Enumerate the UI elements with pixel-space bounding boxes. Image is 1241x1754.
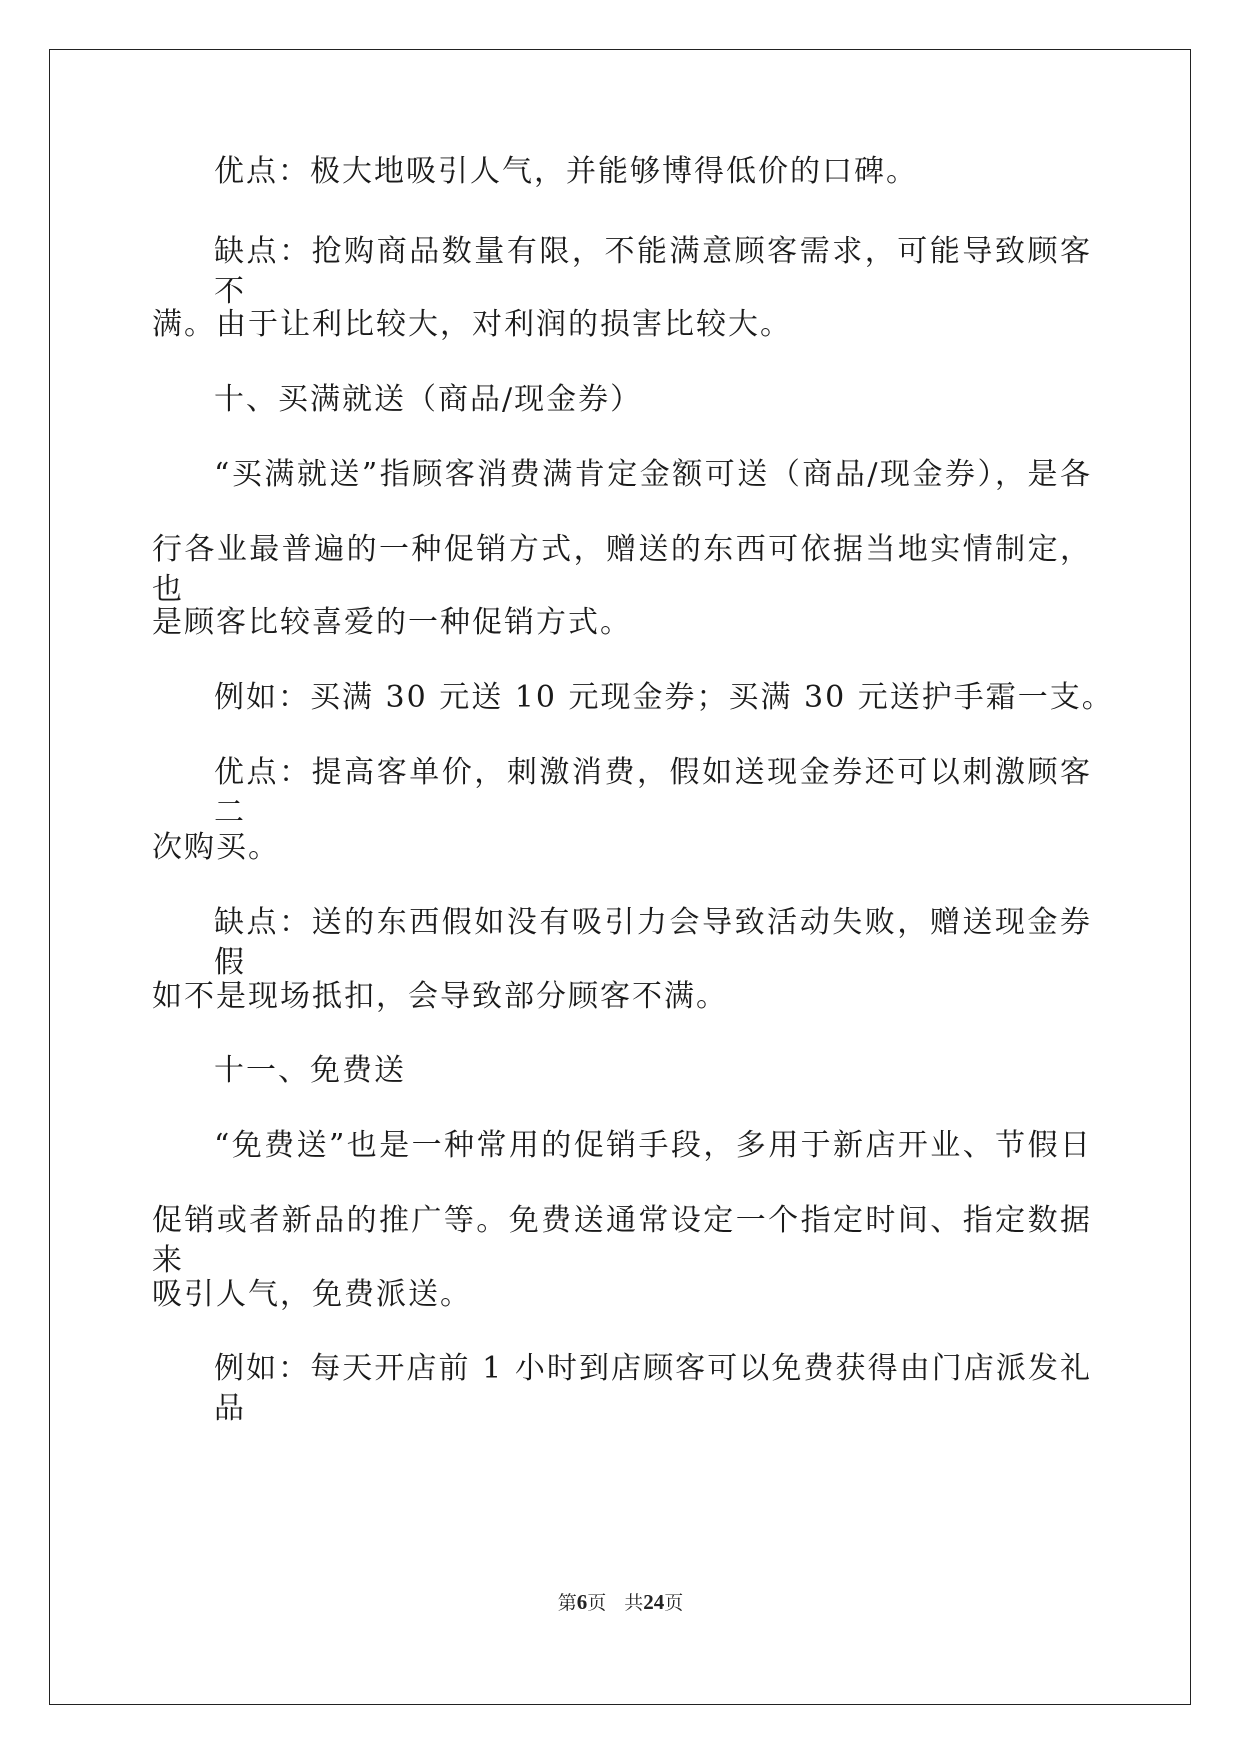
paragraph-line: 缺点：送的东西假如没有吸引力会导致活动失败，赠送现金券假 [214, 905, 1092, 980]
page-footer [0, 1590, 1241, 1615]
footer-total-pages: 24 [643, 1590, 665, 1614]
footer-page-suffix: 页 [587, 1592, 607, 1614]
footer-total-suffix: 页 [664, 1592, 684, 1614]
paragraph-line: 是顾客比较喜爱的一种促销方式。 [152, 605, 632, 640]
footer-prefix: 第 [557, 1592, 577, 1614]
paragraph-line: 例如：每天开店前 1 小时到店顾客可以免费获得由门店派发礼品 [214, 1351, 1092, 1426]
section-heading: 十一、免费送 [214, 1053, 406, 1088]
paragraph-line: 缺点：抢购商品数量有限，不能满意顾客需求，可能导致顾客不 [214, 234, 1092, 309]
footer-total-prefix: 共 [624, 1592, 644, 1614]
footer-page-number: 6 [576, 1590, 588, 1614]
paragraph-line: 如不是现场抵扣，会导致部分顾客不满。 [152, 979, 728, 1014]
paragraph-line: 优点：极大地吸引人气，并能够博得低价的口碑。 [214, 154, 918, 189]
paragraph-line: 吸引人气，免费派送。 [152, 1277, 472, 1312]
paragraph-line: 例如：买满 30 元送 10 元现金券；买满 30 元送护手霜一支。 [214, 680, 1114, 715]
paragraph-line: 满。由于让利比较大，对利润的损害比较大。 [152, 307, 792, 342]
paragraph-line: “免费送”也是一种常用的促销手段，多用于新店开业、节假日 [214, 1128, 1092, 1163]
paragraph-line: 促销或者新品的推广等。免费送通常设定一个指定时间、指定数据来 [152, 1203, 1092, 1278]
paragraph-line: 次购买。 [152, 830, 280, 865]
section-heading: 十、买满就送（商品/现金券） [214, 382, 643, 417]
paragraph-line: 优点：提高客单价，刺激消费，假如送现金券还可以刺激顾客二 [214, 755, 1092, 830]
paragraph-line: “买满就送”指顾客消费满肯定金额可送（商品/现金券），是各 [214, 457, 1092, 492]
paragraph-line: 行各业最普遍的一种促销方式，赠送的东西可依据当地实情制定，也 [152, 532, 1092, 607]
